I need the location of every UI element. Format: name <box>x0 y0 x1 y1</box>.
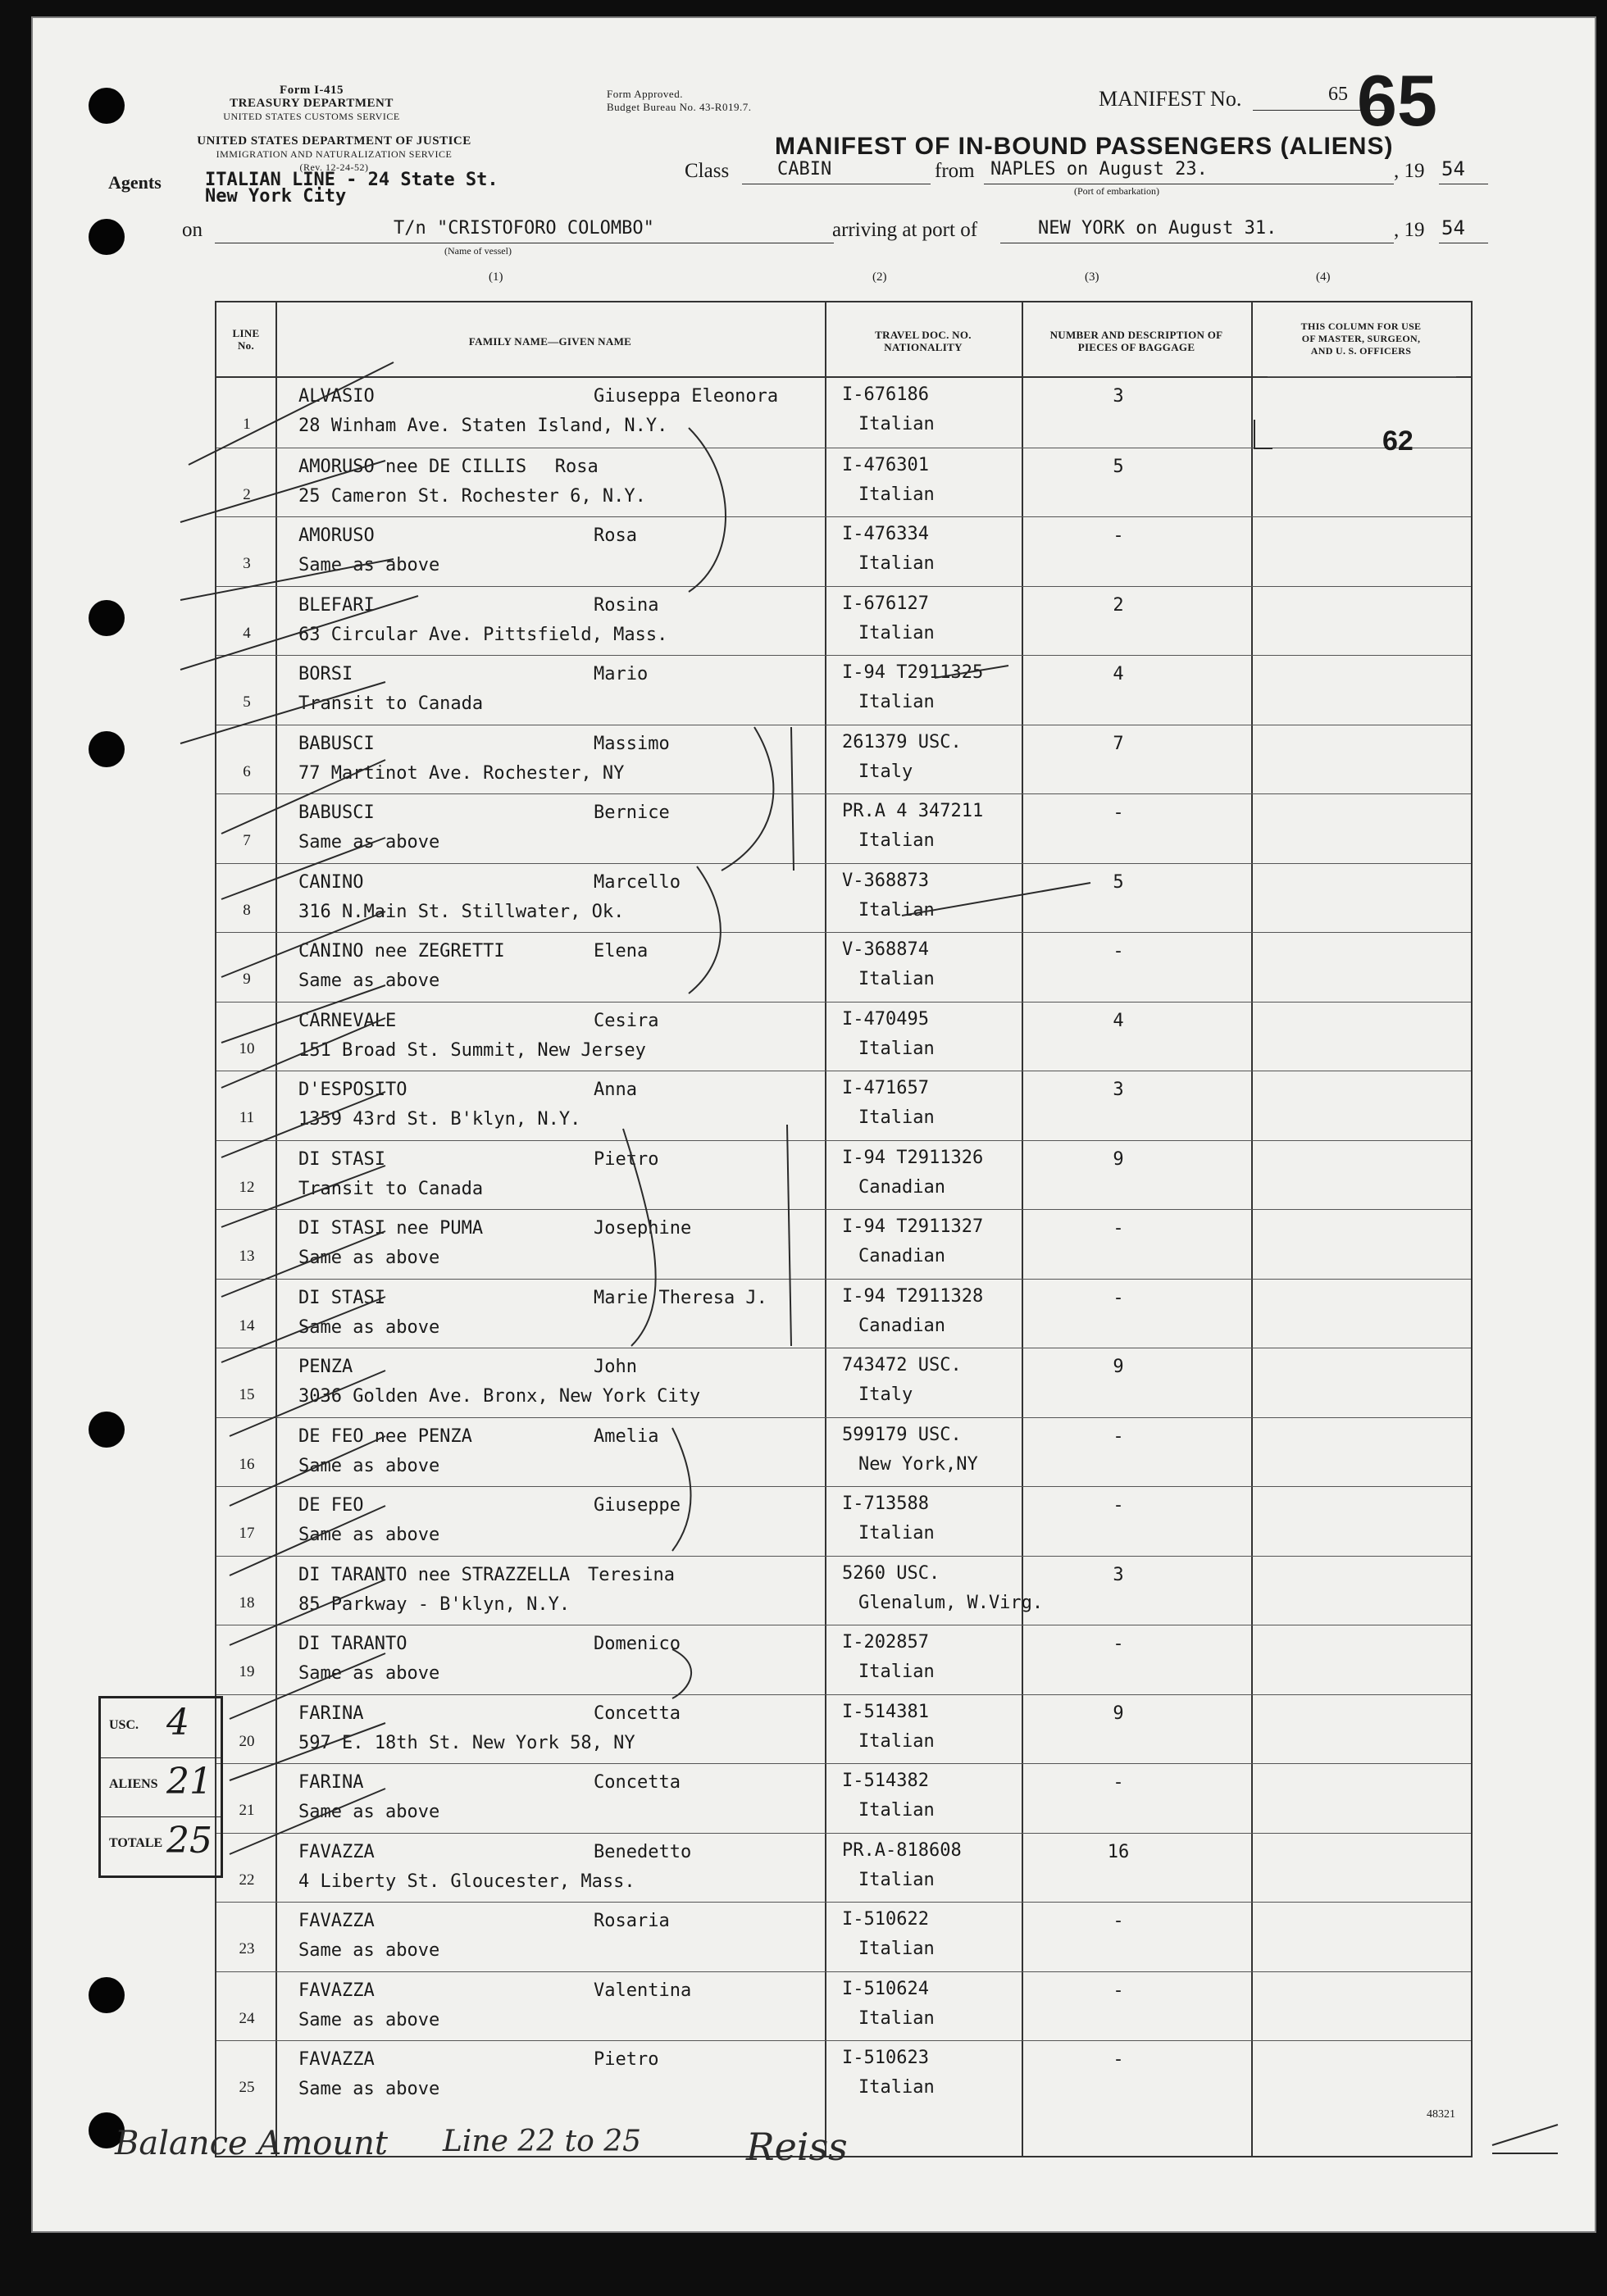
nationality: Italian <box>858 1869 935 1890</box>
baggage-head <box>1022 329 1251 353</box>
family-name: CANINO <box>298 871 364 893</box>
table-row <box>216 655 1471 725</box>
binder-hole <box>89 219 125 255</box>
travel-doc-no: I-94 T2911326 <box>842 1147 984 1168</box>
given-name: Teresina <box>588 1564 675 1585</box>
line-number: 2 <box>243 485 251 503</box>
travel-doc-no: I-676186 <box>842 384 929 405</box>
given-name: Amelia <box>594 1425 659 1447</box>
given-name: Concetta <box>594 1772 681 1793</box>
given-name: Anna <box>594 1080 637 1100</box>
line-number: 1 <box>243 416 251 433</box>
line-number: 6 <box>243 762 251 780</box>
family-name: DI STASI <box>298 1287 385 1308</box>
address: Same as above <box>298 1316 440 1338</box>
col-number: (1) <box>489 271 503 284</box>
binder-hole <box>89 1977 125 2013</box>
baggage-count: - <box>1113 1911 1124 1931</box>
manifest-sheet <box>31 16 1596 2233</box>
binder-hole <box>89 600 125 636</box>
nationality: New York,NY <box>858 1453 978 1475</box>
nationality: Canadian <box>858 1246 945 1266</box>
address: 63 Circular Ave. Pittsfield, Mass. <box>298 624 668 645</box>
class-value: CABIN <box>777 159 832 180</box>
table-row <box>216 863 1471 934</box>
line-number: 5 <box>243 693 251 711</box>
binder-hole <box>89 1412 125 1448</box>
family-name: FAVAZZA <box>298 1841 375 1862</box>
family-name: FAVAZZA <box>298 1911 375 1931</box>
family-name: CARNEVALE <box>298 1010 397 1031</box>
baggage-count: 5 <box>1113 871 1124 893</box>
nationality: Glenalum, W.Virg. <box>858 1592 1044 1613</box>
family-name: FARINA <box>298 1772 364 1793</box>
line-number: 15 <box>239 1386 255 1403</box>
given-name: Valentina <box>594 1980 692 2001</box>
line-number: 19 <box>239 1663 255 1680</box>
officer-mark: 62 <box>1382 425 1414 457</box>
baggage-count: 5 <box>1113 456 1124 477</box>
travel-doc-no: I-510622 <box>842 1909 929 1930</box>
baggage-count: 3 <box>1113 1564 1124 1585</box>
given-name: Rosa <box>554 456 599 477</box>
table-row <box>216 1902 1471 1972</box>
nationality: Italian <box>858 2007 935 2029</box>
baggage-count: 4 <box>1113 664 1124 684</box>
table-row <box>216 516 1471 587</box>
budget-bureau-line: Budget Bureau No. 43-R019.7. <box>607 101 752 113</box>
baggage-count: 16 <box>1107 1841 1130 1862</box>
travel-doc-no: 5260 USC. <box>842 1562 940 1584</box>
name-head: FAMILY NAME—GIVEN NAME <box>468 335 632 348</box>
nationality: Italian <box>858 692 935 712</box>
table-row <box>216 725 1471 795</box>
year-prefix-2: , 19 <box>1394 219 1425 241</box>
given-name: Pietro <box>594 2049 659 2070</box>
form-number: Form I-415 <box>280 84 344 97</box>
officer-head-2: OF MASTER, SURGEON, <box>1301 333 1421 344</box>
tally-value: 25 <box>166 1820 212 1862</box>
address: 151 Broad St. Summit, New Jersey <box>298 1039 646 1061</box>
line-number: 14 <box>239 1316 255 1334</box>
line-no-head <box>216 327 275 352</box>
given-name: Benedetto <box>594 1841 692 1862</box>
table-row <box>216 1625 1471 1695</box>
nationality: Canadian <box>858 1176 945 1198</box>
line-number: 20 <box>239 1732 255 1750</box>
table-row <box>216 1279 1471 1349</box>
travel-doc-no: 743472 USC. <box>842 1355 962 1375</box>
nationality: Italian <box>858 830 935 851</box>
baggage-head-1: NUMBER AND DESCRIPTION OF <box>1049 329 1223 341</box>
given-name: Rosaria <box>594 1911 670 1931</box>
address: 597 E. 18th St. New York 58, NY <box>298 1732 635 1753</box>
address: Same as above <box>298 1940 440 1961</box>
table-row <box>216 1417 1471 1488</box>
family-name: DI TARANTO nee STRAZZELLA <box>298 1564 571 1585</box>
family-name: D'ESPOSITO <box>298 1080 407 1100</box>
form-id-block <box>180 84 443 123</box>
nationality: Italian <box>858 484 935 505</box>
table-row <box>216 1071 1471 1141</box>
travel-doc-no: I-514381 <box>842 1701 929 1722</box>
address: Same as above <box>298 1663 440 1684</box>
address: 4 Liberty St. Gloucester, Mass. <box>298 1871 635 1892</box>
doc-head-1: TRAVEL DOC. NO. <box>875 329 972 341</box>
nationality: Italian <box>858 969 935 989</box>
given-name: Massimo <box>594 733 670 754</box>
arriving-value: NEW YORK on August 31. <box>1038 218 1277 239</box>
line-number: 3 <box>243 555 251 572</box>
baggage-count: - <box>1113 1772 1124 1793</box>
family-name: DI STASI nee PUMA <box>298 1218 484 1239</box>
line-no-head-2: No. <box>237 339 255 352</box>
baggage-count: 3 <box>1113 386 1124 407</box>
family-name: DE FEO <box>298 1495 364 1516</box>
manifest-no-label: MANIFEST No. <box>1099 87 1242 111</box>
line-number: 8 <box>243 901 251 919</box>
baggage-count: - <box>1113 2049 1124 2070</box>
form-stock-number: 48321 <box>1427 2108 1455 2121</box>
baggage-count: 2 <box>1113 594 1124 616</box>
year-suffix-2: 54 <box>1441 216 1465 239</box>
nationality: Italy <box>858 761 913 782</box>
baggage-count: - <box>1113 1980 1124 2001</box>
line-no-head-1: LINE <box>232 327 260 339</box>
nationality: Italian <box>858 1038 935 1059</box>
travel-doc-no: PR.A 4 347211 <box>842 801 984 821</box>
family-name: AMORUSO nee DE CILLIS <box>298 456 527 477</box>
family-name: AMORUSO <box>298 525 375 546</box>
class-label: Class <box>685 160 730 182</box>
address: Same as above <box>298 1455 440 1476</box>
given-name: John <box>594 1357 637 1377</box>
table-row <box>216 1002 1471 1072</box>
table-row <box>216 1209 1471 1280</box>
family-name: BORSI <box>298 664 353 684</box>
officer-head-3: AND U. S. OFFICERS <box>1310 345 1412 357</box>
table-row <box>216 1833 1471 1903</box>
travel-doc-no: I-202857 <box>842 1632 929 1653</box>
family-name: DI STASI <box>298 1148 385 1170</box>
family-name: DE FEO nee PENZA <box>298 1425 472 1447</box>
table-row <box>216 1140 1471 1211</box>
line-number: 10 <box>239 1039 255 1057</box>
family-name: PENZA <box>298 1357 353 1377</box>
baggage-count: - <box>1113 1495 1124 1516</box>
binder-hole <box>89 731 125 767</box>
line-number: 21 <box>239 1802 255 1819</box>
agents-value: ITALIAN LINE - 24 State St. <box>205 170 498 190</box>
travel-doc-no: I-510623 <box>842 2048 929 2068</box>
year-suffix-1: 54 <box>1441 157 1465 180</box>
table-row <box>216 378 1471 448</box>
given-name: Concetta <box>594 1703 681 1724</box>
immigration-service: IMMIGRATION AND NATURALIZATION SERVICE <box>216 148 453 160</box>
family-name: BABUSCI <box>298 802 375 823</box>
line-number: 17 <box>239 1525 255 1542</box>
year-prefix-1: , 19 <box>1394 160 1425 182</box>
vessel-value: T/n "CRISTOFORO COLOMBO" <box>394 218 654 239</box>
travel-doc-no: I-713588 <box>842 1494 929 1514</box>
baggage-count: 9 <box>1113 1357 1124 1377</box>
binder-hole <box>89 88 125 124</box>
table-row <box>216 1348 1471 1418</box>
col-number: (2) <box>872 271 887 284</box>
line-number: 23 <box>239 1940 255 1957</box>
from-label: from <box>935 160 975 182</box>
on-label: on <box>182 219 203 241</box>
table-row <box>216 1694 1471 1765</box>
given-name: Josephine <box>594 1218 692 1239</box>
travel-doc-no: V-368874 <box>842 939 929 960</box>
tally-label: ALIENS <box>109 1777 158 1791</box>
nationality: Italian <box>858 899 935 921</box>
vessel-caption: (Name of vessel) <box>444 245 512 257</box>
travel-doc-no: I-476334 <box>842 524 929 544</box>
given-name: Pietro <box>594 1148 659 1170</box>
justice-department: UNITED STATES DEPARTMENT OF JUSTICE <box>197 134 471 148</box>
family-name: DI TARANTO <box>298 1634 407 1654</box>
baggage-head-2: PIECES OF BAGGAGE <box>1077 341 1195 353</box>
form-revision: (Rev. 12-24-52) <box>299 161 369 173</box>
from-value: NAPLES on August 23. <box>990 159 1208 180</box>
address: Transit to Canada <box>298 693 484 714</box>
tally-value: 4 <box>166 1702 189 1744</box>
passenger-table <box>215 301 1473 2157</box>
address: Same as above <box>298 2009 440 2030</box>
baggage-count: 9 <box>1113 1148 1124 1170</box>
line-number: 7 <box>243 832 251 849</box>
doc-head <box>825 329 1022 353</box>
table-row <box>216 1486 1471 1557</box>
line-number: 25 <box>239 2079 255 2096</box>
tally-usc <box>101 1698 221 1758</box>
address: 28 Winham Ave. Staten Island, N.Y. <box>298 416 668 436</box>
officer-head-1: THIS COLUMN FOR USE <box>1300 321 1422 332</box>
travel-doc-no: 261379 USC. <box>842 731 962 752</box>
page-title: MANIFEST OF IN-BOUND PASSENGERS (ALIENS) <box>775 133 1394 160</box>
travel-doc-no: I-676127 <box>842 593 929 614</box>
given-name: Mario <box>594 664 649 684</box>
travel-doc-no: I-470495 <box>842 1008 929 1030</box>
travel-doc-no: 599179 USC. <box>842 1424 962 1445</box>
family-name: BABUSCI <box>298 733 375 754</box>
travel-doc-no: I-94 T2911328 <box>842 1285 984 1307</box>
travel-doc-no: I-94 T2911327 <box>842 1216 984 1237</box>
given-name: Bernice <box>594 802 670 823</box>
line-number: 12 <box>239 1178 255 1196</box>
address: Same as above <box>298 1525 440 1545</box>
nationality: Italian <box>858 1730 935 1752</box>
baggage-count: 3 <box>1113 1080 1124 1100</box>
line-number: 16 <box>239 1455 255 1473</box>
travel-doc-no: I-471657 <box>842 1078 929 1098</box>
baggage-count: - <box>1113 1634 1124 1654</box>
baggage-count: - <box>1113 525 1124 546</box>
officer-head <box>1251 321 1471 357</box>
approval-block <box>607 88 820 114</box>
family-name: BLEFARI <box>298 594 375 616</box>
nationality: Italian <box>858 622 935 643</box>
nationality: Italian <box>858 2077 935 2098</box>
family-name: CANINO nee ZEGRETTI <box>298 941 505 962</box>
baggage-count: - <box>1113 1425 1124 1447</box>
table-row <box>216 448 1471 518</box>
address: Same as above <box>298 971 440 991</box>
agents-label: Agents <box>108 172 162 193</box>
col-number: (3) <box>1085 271 1099 284</box>
given-name: Marie Theresa J. <box>594 1287 767 1308</box>
line-number: 13 <box>239 1248 255 1265</box>
baggage-count: - <box>1113 941 1124 962</box>
footer-sig-left: Balance Amount <box>115 2125 388 2162</box>
line-number: 18 <box>239 1594 255 1612</box>
table-row <box>216 932 1471 1003</box>
address: 77 Martinot Ave. Rochester, NY <box>298 762 625 784</box>
tally-aliens <box>101 1757 221 1817</box>
baggage-count: - <box>1113 1218 1124 1239</box>
address: Transit to Canada <box>298 1178 484 1199</box>
footer-sig-mid: Line 22 to 25 <box>443 2125 641 2158</box>
line-number: 22 <box>239 1871 255 1889</box>
tally-value: 21 <box>166 1761 212 1803</box>
agents-city: New York City <box>205 186 347 207</box>
manifest-no-big: 65 <box>1357 60 1437 141</box>
baggage-count: - <box>1113 1287 1124 1308</box>
given-name: Domenico <box>594 1634 681 1654</box>
nationality: Italian <box>858 1107 935 1128</box>
table-row <box>216 793 1471 864</box>
given-name: Marcello <box>594 871 681 893</box>
doc-head-2: NATIONALITY <box>884 341 963 353</box>
address: Same as above <box>298 832 440 852</box>
family-name: FAVAZZA <box>298 2049 375 2070</box>
tally-label: USC. <box>109 1718 139 1732</box>
travel-doc-no: V-368873 <box>842 870 929 891</box>
line-number: 11 <box>239 1109 255 1126</box>
nationality: Italian <box>858 1800 935 1821</box>
treasury-department: TREASURY DEPARTMENT <box>230 97 394 110</box>
port-caption: (Port of embarkation) <box>1074 185 1159 197</box>
given-name: Rosa <box>594 525 637 546</box>
customs-service: UNITED STATES CUSTOMS SERVICE <box>223 111 400 122</box>
tally-box <box>98 1696 223 1878</box>
line-number: 24 <box>239 2009 255 2027</box>
table-row <box>216 2040 1471 2111</box>
tally-label: TOTALE <box>109 1836 163 1850</box>
given-name: Cesira <box>594 1010 659 1031</box>
nationality: Italian <box>858 414 935 434</box>
table-row <box>216 1971 1471 2042</box>
given-name: Rosina <box>594 594 659 616</box>
travel-doc-no: I-94 T2911325 <box>842 662 984 683</box>
table-row <box>216 586 1471 657</box>
nationality: Italian <box>858 1523 935 1544</box>
address: Same as above <box>298 555 440 575</box>
officer-underline <box>1268 376 1456 377</box>
address: Same as above <box>298 2079 440 2099</box>
baggage-count: 9 <box>1113 1703 1124 1724</box>
baggage-count: 7 <box>1113 733 1124 754</box>
address: 1359 43rd St. B'klyn, N.Y. <box>298 1109 581 1130</box>
baggage-count: - <box>1113 802 1124 823</box>
address: Same as above <box>298 1248 440 1268</box>
baggage-count: 4 <box>1113 1010 1124 1031</box>
nationality: Italian <box>858 1939 935 1959</box>
nationality: Italian <box>858 553 935 574</box>
footer-sig-right: Reiss <box>746 2125 848 2169</box>
nationality: Canadian <box>858 1315 945 1336</box>
address: 25 Cameron St. Rochester 6, N.Y. <box>298 485 646 507</box>
nationality: Italian <box>858 1662 935 1682</box>
given-name: Giuseppe <box>594 1495 681 1516</box>
arriving-label: arriving at port of <box>832 219 978 241</box>
justice-block <box>180 134 488 174</box>
approval-line: Form Approved. <box>607 88 683 100</box>
address: Same as above <box>298 1802 440 1822</box>
address: 3036 Golden Ave. Bronx, New York City <box>298 1386 701 1407</box>
table-row <box>216 1556 1471 1626</box>
given-name: Giuseppa Eleonora <box>594 386 779 407</box>
table-row <box>216 1763 1471 1834</box>
travel-doc-no: PR.A-818608 <box>842 1839 962 1861</box>
manifest-no-small: 65 <box>1328 84 1348 105</box>
family-name: FAVAZZA <box>298 1980 375 2001</box>
given-name: Elena <box>594 941 649 962</box>
family-name: ALVASIO <box>298 386 375 407</box>
line-number: 4 <box>243 624 251 642</box>
tally-total <box>101 1816 221 1875</box>
travel-doc-no: I-476301 <box>842 454 929 475</box>
address: 85 Parkway - B'klyn, N.Y. <box>298 1594 571 1615</box>
family-name: FARINA <box>298 1703 364 1724</box>
travel-doc-no: I-510624 <box>842 1978 929 1999</box>
travel-doc-no: I-514382 <box>842 1771 929 1791</box>
line-number: 9 <box>243 971 251 988</box>
nationality: Italy <box>858 1384 913 1405</box>
address: 316 N.Main St. Stillwater, Ok. <box>298 901 625 922</box>
col-number: (4) <box>1316 271 1331 284</box>
